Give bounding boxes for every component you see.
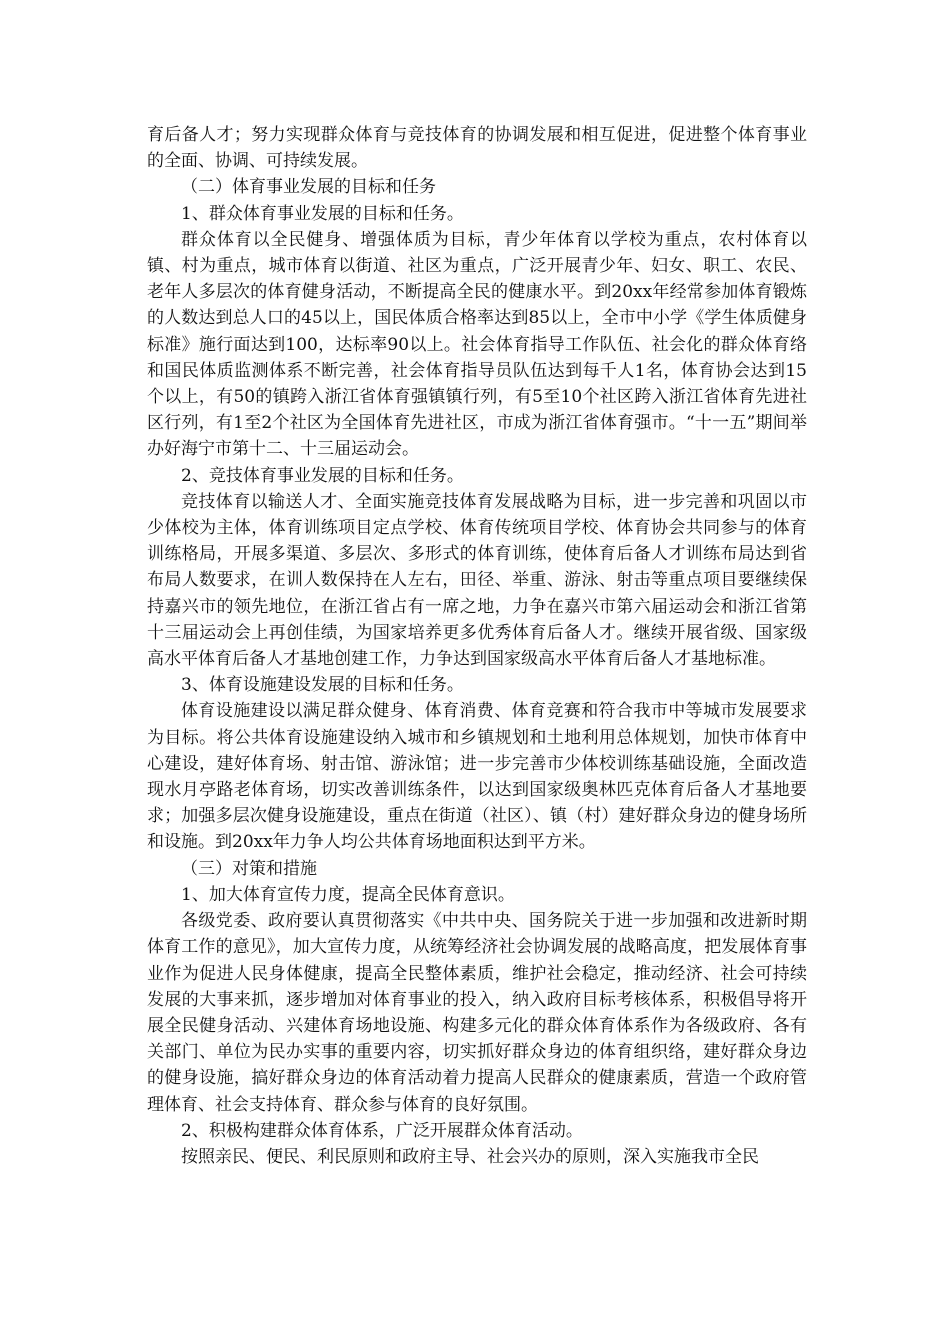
document-page xyxy=(147,122,807,1170)
paragraph-mass-sports: 群众体育以全民健身、增强体质为目标，青少年体育以学校为重点，农村体育以镇、村为重点，城市体育以街道、社区为重点，广泛开展青少年、妇女、职工、农民、老年人多层次的体育健身活动，不断提高全民的健康水平。到20xx年经常参加体育锻炼的人数达到总人口的45以上，国民体质合格率达到85以上，全市中小学《学生体质健身标准》施行面达到100，达标率90以上。社会体育指导工作队伍、社会化的群众体育络和国民体质监测体系不断完善，社会体育指导员队伍达到每千人1名，体育协会达到15个以上，有50的镇跨入浙江省体育强镇镇行列，有5至10个社区跨入浙江省体育先进社区行列，有1至2个社区为全国体育先进社区，市成为浙江省体育强市。“十一五”期间举办好海宁市第十二、十三届运动会。 xyxy=(147,229,807,460)
paragraph-publicity: 各级党委、政府要认真贯彻落实《中共中央、国务院关于进一步加强和改进新时期体育工作的意见》，加大宣传力度，从统筹经济社会协调发展的战略高度，把发展体育事业作为促进人民身体健康，提高全民整体素质，维护社会稳定，推动经济、社会可持续发展的大事来抓，逐步增加对体育事业的投入，纳入政府目标考核体系，积极倡导将开展全民健身活动、兴建体育场地设施、构建多元化的群众体育体系作为各级政府、各有关部门、单位为民办实事的重要内容，切实抓好群众身边的体育组织络，建好群众身边的健身设施，搞好群众身边的体育活动着力提高人民群众的健康素质，营造一个政府管理体育、社会支持体育、群众参与体育的良好氛围。 xyxy=(147,911,807,1115)
subheading-facilities: 3、体育设施建设发展的目标和任务。 xyxy=(181,675,464,696)
section-heading-goals: （二）体育事业发展的目标和任务 xyxy=(181,177,436,198)
subheading-competitive-sports: 2、竞技体育事业发展的目标和任务。 xyxy=(181,465,464,486)
section-heading-measures: （三）对策和措施 xyxy=(181,858,317,879)
paragraph-continuation: 育后备人才；努力实现群众体育与竞技体育的协调发展和相互促进，促进整个体育事业的全面、协调、可持续发展。 xyxy=(147,125,807,172)
subheading-publicity: 1、加大体育宣传力度，提高全民体育意识。 xyxy=(181,884,515,905)
paragraph-competitive-sports: 竞技体育以输送人才、全面实施竞技体育发展战略为目标，进一步完善和巩固以市少体校为主体，体育训练项目定点学校、体育传统项目学校、体育协会共同参与的体育训练格局，开展多渠道、多层次、多形式的体育训练，使体育后备人才训练布局达到省布局人数要求，在训人数保持在人左右，田径、举重、游泳、射击等重点项目要继续保持嘉兴市的领先地位，在浙江省占有一席之地，力争在嘉兴市第六届运动会和浙江省第十三届运动会上再创佳绩，为国家培养更多优秀体育后备人才。继续开展省级、国家级高水平体育后备人才基地创建工作，力争达到国家级高水平体育后备人才基地标准。 xyxy=(147,491,807,670)
subheading-mass-system: 2、积极构建群众体育体系，广泛开展群众体育活动。 xyxy=(181,1120,583,1141)
paragraph-facilities: 体育设施建设以满足群众健身、体育消费、体育竞赛和符合我市中等城市发展要求为目标。将公共体育设施建设纳入城市和乡镇规划和土地利用总体规划，加快市体育中心建设，建好体育场、射击馆、游泳馆；进一步完善市少体校训练基础设施，全面改造现水月亭路老体育场，切实改善训练条件，以达到国家级奥林匹克体育后备人才基地要求；加强多层次健身设施建设，重点在街道（社区）、镇（村）建好群众身边的健身场所和设施。到20xx年力争人均公共体育场地面积达到平方米。 xyxy=(147,701,807,853)
paragraph-mass-system: 按照亲民、便民、利民原则和政府主导、社会兴办的原则，深入实施我市全民 xyxy=(181,1146,759,1167)
subheading-mass-sports: 1、群众体育事业发展的目标和任务。 xyxy=(181,203,464,224)
